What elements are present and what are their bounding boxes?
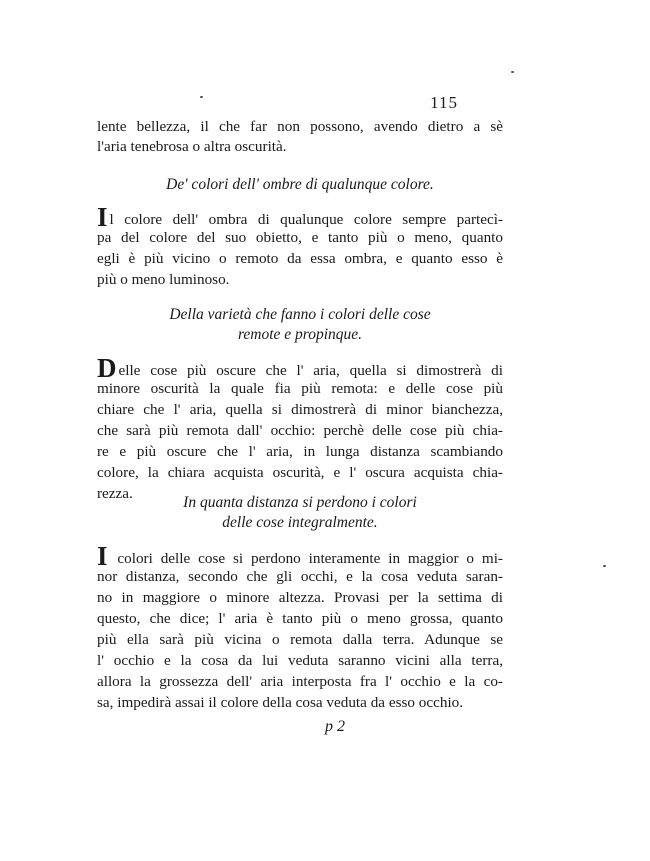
text-line: allora la grossezza dell' aria interposta fra l' occhio e la co- bbox=[97, 673, 503, 690]
text-line: colore, la chiara acquista oscurità, e l' oscura acquista chia- bbox=[97, 464, 503, 481]
text-line-content: elle cose più oscure che l' aria, quella si dimostrerà di bbox=[118, 362, 503, 379]
text-line: lente bellezza, il che far non possono, avendo dietro a sè bbox=[97, 118, 503, 135]
page-number: 115 bbox=[430, 93, 458, 112]
section-heading: De' colori dell' ombre di qualunque colore. bbox=[166, 176, 434, 193]
text-line: che sarà più remota dall' occhio: perchè delle cose più chia- bbox=[97, 422, 503, 439]
section-heading: remote e propinque. bbox=[237, 326, 363, 343]
text-line: re e più oscure che l' aria, in lunga distanza scambiando bbox=[97, 443, 503, 460]
text-line: questo, che dice; l' aria è tanto più o meno grossa, quanto bbox=[97, 610, 503, 627]
paper-speck bbox=[603, 565, 606, 567]
section-heading: In quanta distanza si perdono i colori bbox=[183, 494, 417, 511]
text-line bbox=[97, 202, 503, 232]
section-heading: delle cose integralmente. bbox=[222, 514, 378, 531]
text-line: più ella sarà più vicina o remota dalla terra. Adunque se bbox=[97, 631, 503, 648]
text-line: minore oscurità la quale fia più remota: e delle cose più bbox=[97, 380, 503, 397]
text-line: rezza. bbox=[97, 485, 133, 502]
text-line-content: colori delle cose si perdono interamente in maggior o mi- bbox=[109, 550, 503, 567]
section-heading: Della varietà che fanno i colori delle cose bbox=[169, 306, 431, 323]
drop-cap: D bbox=[97, 353, 117, 383]
text-line bbox=[97, 353, 503, 383]
text-line: egli è più vicino o remoto da essa ombra, e quanto esso è bbox=[97, 250, 503, 267]
text-line: l'aria tenebrosa o altra oscurità. bbox=[97, 138, 287, 155]
drop-cap: I bbox=[97, 541, 108, 571]
paper-speck bbox=[200, 96, 203, 98]
drop-cap: I bbox=[97, 202, 108, 232]
paper-speck bbox=[511, 71, 514, 73]
text-line: no in maggiore o minore altezza. Provasi per la settima di bbox=[97, 589, 503, 606]
text-line: pa del colore del suo obietto, e tanto più o meno, quanto bbox=[97, 229, 503, 246]
text-line-content: l colore dell' ombra di qualunque colore sempre partecì- bbox=[109, 211, 503, 228]
text-line: più o meno luminoso. bbox=[97, 271, 230, 288]
text-line: nor distanza, secondo che gli occhi, e la cosa veduta saran- bbox=[97, 568, 503, 585]
text-line bbox=[97, 541, 503, 571]
text-line: chiare che l' aria, quella si dimostrerà di minor bianchezza, bbox=[97, 401, 503, 418]
text-line: sa, impedirà assai il colore della cosa veduta da esso occhio. bbox=[97, 694, 464, 711]
text-line: l' occhio e la cosa da lui veduta saranno vicini alla terra, bbox=[97, 652, 503, 669]
signature-mark: p 2 bbox=[325, 718, 345, 735]
